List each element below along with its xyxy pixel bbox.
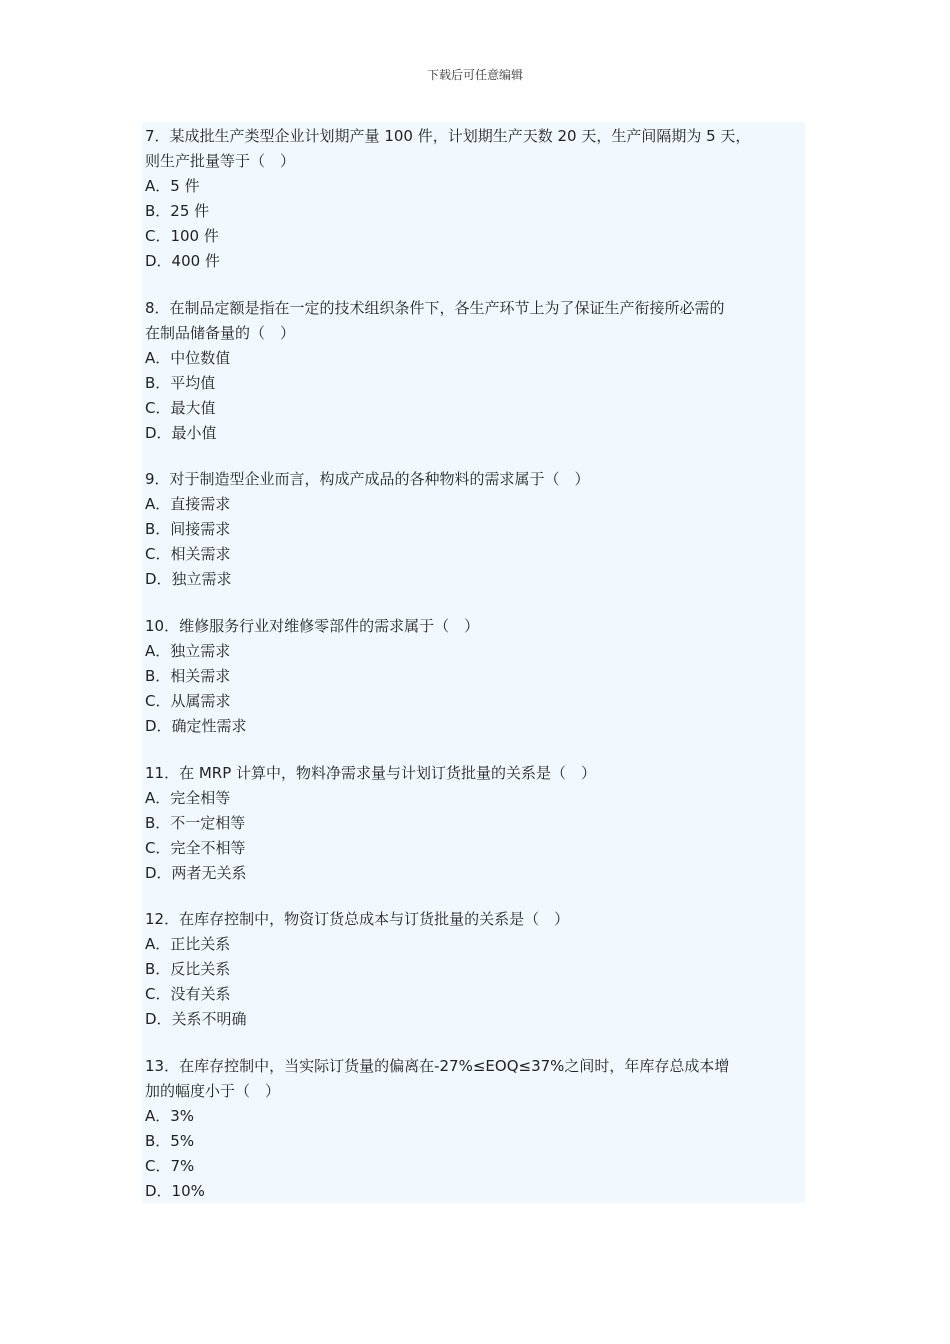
question-stem: 12．在库存控制中，物资订货总成本与订货批量的关系是（ ） — [145, 910, 570, 928]
option-d: D．确定性需求 — [145, 717, 247, 735]
question-12 — [145, 907, 805, 1032]
option-c: C．完全不相等 — [145, 839, 246, 857]
question-stem-continued: 则生产批量等于（ ） — [145, 152, 296, 170]
question-stem: 13．在库存控制中，当实际订货量的偏离在-27%≤EOQ≤37%之间时，年库存总成本增 — [145, 1057, 730, 1075]
option-b: B．反比关系 — [145, 960, 231, 978]
option-c: C．从属需求 — [145, 692, 231, 710]
question-10 — [145, 614, 805, 739]
question-stem: 10．维修服务行业对维修零部件的需求属于（ ） — [145, 617, 480, 635]
option-a: A．3% — [145, 1107, 195, 1125]
option-d: D．独立需求 — [145, 570, 232, 588]
question-7 — [145, 124, 805, 274]
question-8 — [145, 296, 805, 446]
option-d: D．400 件 — [145, 252, 220, 270]
option-d: D．两者无关系 — [145, 864, 247, 882]
question-13 — [145, 1054, 805, 1204]
option-a: A．5 件 — [145, 177, 200, 195]
option-c: C．最大值 — [145, 399, 216, 417]
option-d: D．10% — [145, 1182, 205, 1200]
option-c: C．100 件 — [145, 227, 219, 245]
question-stem-continued: 加的幅度小于（ ） — [145, 1082, 281, 1100]
option-b: B．不一定相等 — [145, 814, 246, 832]
option-a: A．独立需求 — [145, 642, 231, 660]
question-stem: 11．在 MRP 计算中，物料净需求量与计划订货批量的关系是（ ） — [145, 764, 597, 782]
option-a: A．直接需求 — [145, 495, 231, 513]
question-stem-continued: 在制品储备量的（ ） — [145, 324, 296, 342]
option-a: A．正比关系 — [145, 935, 231, 953]
option-d: D．关系不明确 — [145, 1010, 247, 1028]
question-11 — [145, 761, 805, 886]
option-b: B．平均值 — [145, 374, 216, 392]
option-c: C．相关需求 — [145, 545, 231, 563]
question-list — [142, 122, 805, 1203]
option-b: B．25 件 — [145, 202, 210, 220]
option-b: B．间接需求 — [145, 520, 231, 538]
question-stem: 8．在制品定额是指在一定的技术组织条件下，各生产环节上为了保证生产衔接所必需的 — [145, 299, 725, 317]
option-b: B．5% — [145, 1132, 195, 1150]
option-a: A．中位数值 — [145, 349, 231, 367]
option-c: C．7% — [145, 1157, 195, 1175]
option-a: A．完全相等 — [145, 789, 231, 807]
option-d: D．最小值 — [145, 424, 217, 442]
option-c: C．没有关系 — [145, 985, 231, 1003]
question-9 — [145, 467, 805, 592]
option-b: B．相关需求 — [145, 667, 231, 685]
question-stem: 7．某成批生产类型企业计划期产量 100 件，计划期生产天数 20 天，生产间隔期为 5 天， — [145, 127, 751, 145]
page-header: 下载后可任意编辑 — [426, 68, 523, 82]
question-stem: 9．对于制造型企业而言，构成产成品的各种物料的需求属于（ ） — [145, 470, 590, 488]
